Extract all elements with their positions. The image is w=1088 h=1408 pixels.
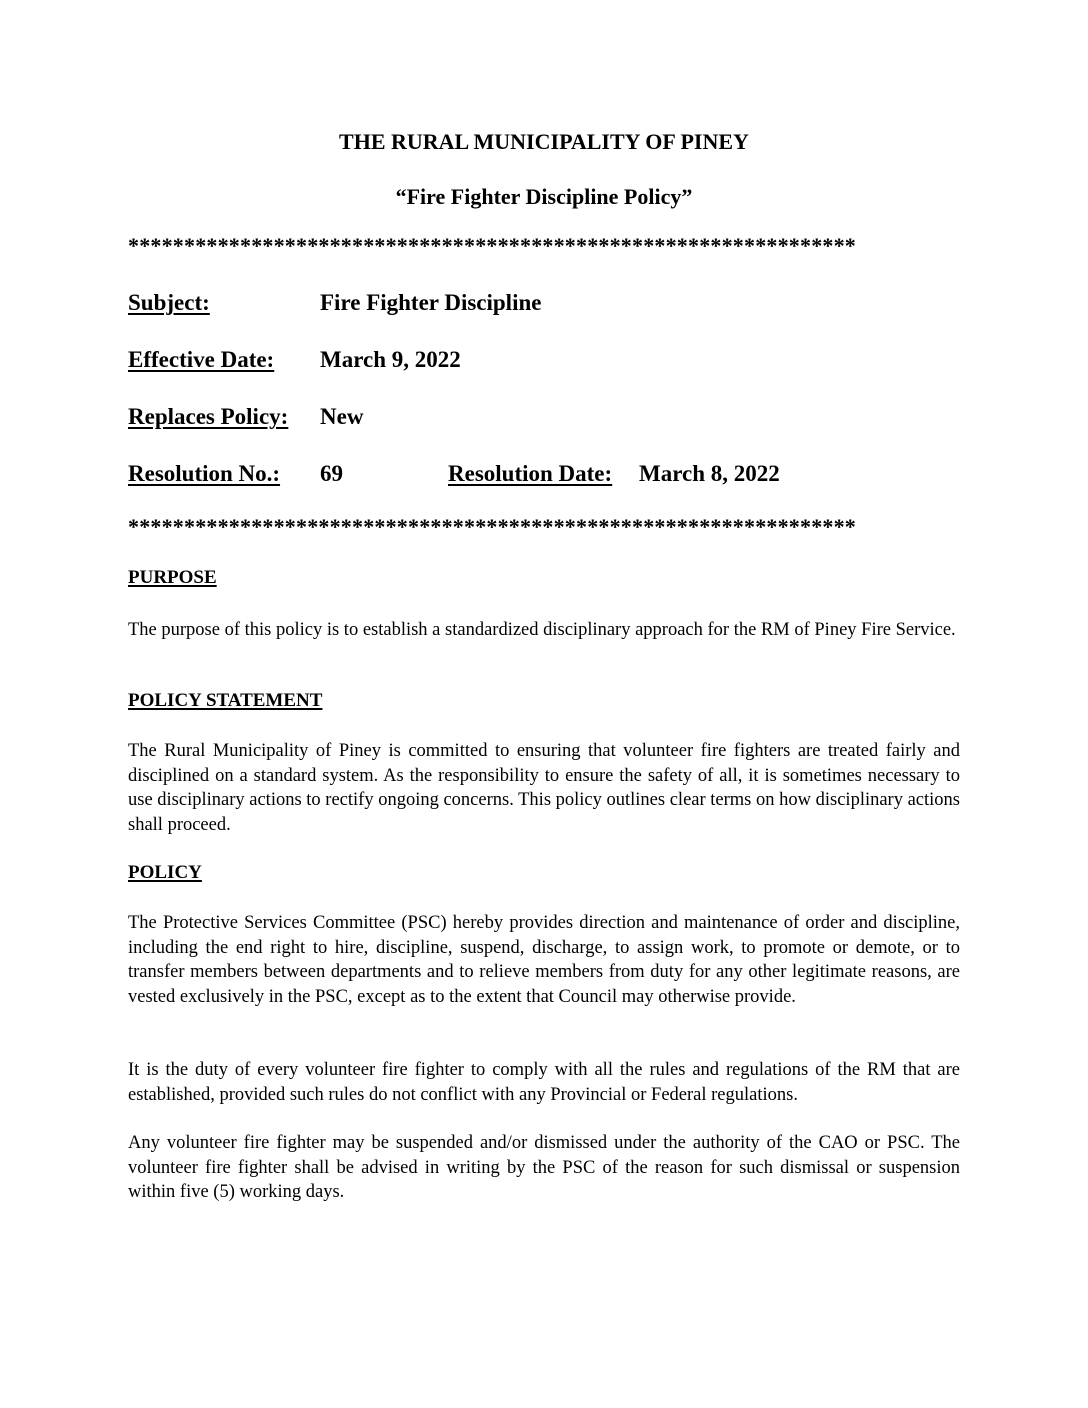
purpose-heading: PURPOSE bbox=[128, 567, 217, 588]
policy-paragraph-2: It is the duty of every volunteer fire fighter to comply with all the rules and regulations of the RM that are established, provided such rules do not conflict with any Provincial or Federal regulations. bbox=[128, 1060, 960, 1105]
replaces-policy-value: New bbox=[320, 404, 364, 429]
policy-name: “Fire Fighter Discipline Policy” bbox=[395, 184, 693, 209]
resolution-date-value: March 8, 2022 bbox=[639, 461, 780, 486]
policy-statement-heading: POLICY STATEMENT bbox=[128, 690, 323, 711]
purpose-paragraph: The purpose of this policy is to establish a standardized disciplinary approach for the RM of Piney Fire Service. bbox=[128, 620, 956, 640]
subject-value: Fire Fighter Discipline bbox=[320, 290, 542, 315]
document-title: THE RURAL MUNICIPALITY OF PINEY bbox=[339, 129, 749, 154]
policy-paragraph-3: Any volunteer fire fighter may be suspended and/or dismissed under the authority of the CAO or PSC. The volunteer fire fighter shall be advised in writing by the PSC of the reason for such dismissal or suspension within five (5) working days. bbox=[128, 1133, 960, 1202]
separator-bottom: ***************************************************************** bbox=[128, 514, 856, 539]
effective-date-value: March 9, 2022 bbox=[320, 347, 461, 372]
effective-date-label: Effective Date: bbox=[128, 347, 275, 372]
policy-heading: POLICY bbox=[128, 862, 202, 883]
resolution-date-label: Resolution Date: bbox=[448, 461, 613, 486]
subject-label: Subject: bbox=[128, 290, 210, 315]
policy-paragraph-1: The Protective Services Committee (PSC) hereby provides direction and maintenance of order and discipline, including the end right to hire, discipline, suspend, discharge, to assign work, to promote or demote, or to transfer members between departments and to relieve members from duty for any other legitimate reasons, are vested exclusively in the PSC, except as to the extent that Council may otherwise provide. bbox=[128, 913, 960, 1007]
policy-statement-paragraph: The Rural Municipality of Piney is committed to ensuring that volunteer fire fighters are treated fairly and disciplined on a standard system. As the responsibility to ensure the safety of all, it is sometimes necessary to use disciplinary actions to rectify ongoing concerns. This policy outlines clear terms on how disciplinary actions shall proceed. bbox=[128, 741, 960, 835]
separator-top: ***************************************************************** bbox=[128, 233, 856, 258]
resolution-no-value: 69 bbox=[320, 461, 343, 486]
replaces-policy-label: Replaces Policy: bbox=[128, 404, 289, 429]
resolution-no-label: Resolution No.: bbox=[128, 461, 281, 486]
